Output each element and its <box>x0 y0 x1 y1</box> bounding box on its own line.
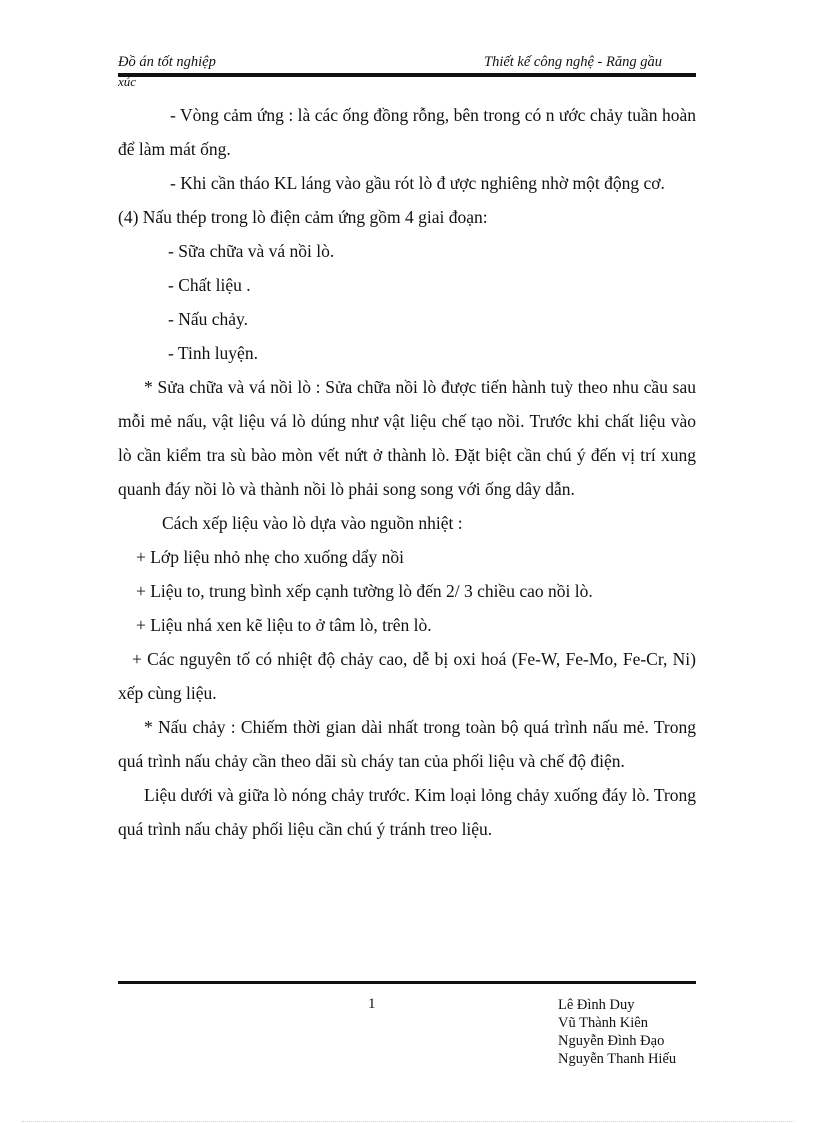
paragraph-stages-heading: (4) Nấu thép trong lò điện cảm ứng gồm 4 giai đoạn: <box>118 207 488 227</box>
footer-rule <box>118 981 696 984</box>
author-list <box>558 996 676 1068</box>
document-body <box>118 98 696 846</box>
paragraph-melting: * Nấu chảy : Chiếm thời gian dài nhất trong toàn bộ quá trình nấu mẻ. Trong quá trình nấu chảy cần theo dãi sù cháy tan của phối liệu và chế độ điện. <box>118 717 696 771</box>
list-item: - Sữa chữa và vá nồi lò. <box>168 241 335 261</box>
author-name: Nguyễn Thanh Hiếu <box>558 1051 677 1067</box>
paragraph-charging-heading: Cách xếp liệu vào lò dựa vào nguồn nhiệt : <box>162 513 463 533</box>
list-item: - Nấu chảy. <box>168 309 249 329</box>
header-right-title: Thiết kế công nghệ - Răng gầu <box>484 54 662 70</box>
paragraph-melting-detail: Liệu dưới và giữa lò nóng chảy trước. Kim loại lỏng chảy xuống đáy lò. Trong quá trình nấu chảy phối liệu cần chú ý tránh treo liệu. <box>118 785 696 839</box>
header-right-title-wrap: xúc <box>118 74 137 89</box>
paragraph-repair: * Sửa chữa và vá nồi lò : Sửa chữa nồi lò được tiến hành tuỳ theo nhu cầu sau mỗi mẻ nấu, vật liệu vá lò dúng như vật liệu chế tạo nồi. Trước khi chất liệu vào lò cần kiểm tra sù bào mòn vết nứt ở thành lò. Đặt biệt cần chú ý đến vị trí xung quanh đáy nồi lò và thành nồi lò phải song song với ống dây dẫn. <box>118 377 696 499</box>
author-name: Lê Đình Duy <box>558 997 635 1013</box>
author-name: Vũ Thành Kiên <box>558 1015 648 1031</box>
list-item: - Chất liệu . <box>168 275 251 295</box>
list-item: + Liệu to, trung bình xếp cạnh tường lò đến 2/ 3 chiều cao nồi lò. <box>136 581 593 601</box>
author-name: Nguyễn Đình Đạo <box>558 1033 665 1049</box>
page-edge-dotted-line <box>22 1121 794 1122</box>
header-left-title: Đồ án tốt nghiệp <box>118 54 216 70</box>
header-rule <box>118 73 696 77</box>
paragraph-induction-coil: - Vòng cảm ứng : là các ống đồng rỗng, bên trong có n ước chảy tuần hoàn để làm mát ống. <box>118 105 696 159</box>
list-item: + Lớp liệu nhỏ nhẹ cho xuống dẩy nồi <box>136 547 404 567</box>
page-number: 1 <box>368 996 376 1012</box>
list-item: + Các nguyên tố có nhiệt độ chảy cao, dễ bị oxi hoá (Fe-W, Fe-Mo, Fe-Cr, Ni) xếp cùng liệu. <box>118 649 696 703</box>
paragraph-tilting: - Khi cần tháo KL láng vào gầu rót lò đ ược nghiêng nhờ một động cơ. <box>170 173 665 193</box>
list-item: + Liệu nhá xen kẽ liệu to ở tâm lò, trên lò. <box>136 615 432 635</box>
list-item: - Tinh luyện. <box>168 343 258 363</box>
